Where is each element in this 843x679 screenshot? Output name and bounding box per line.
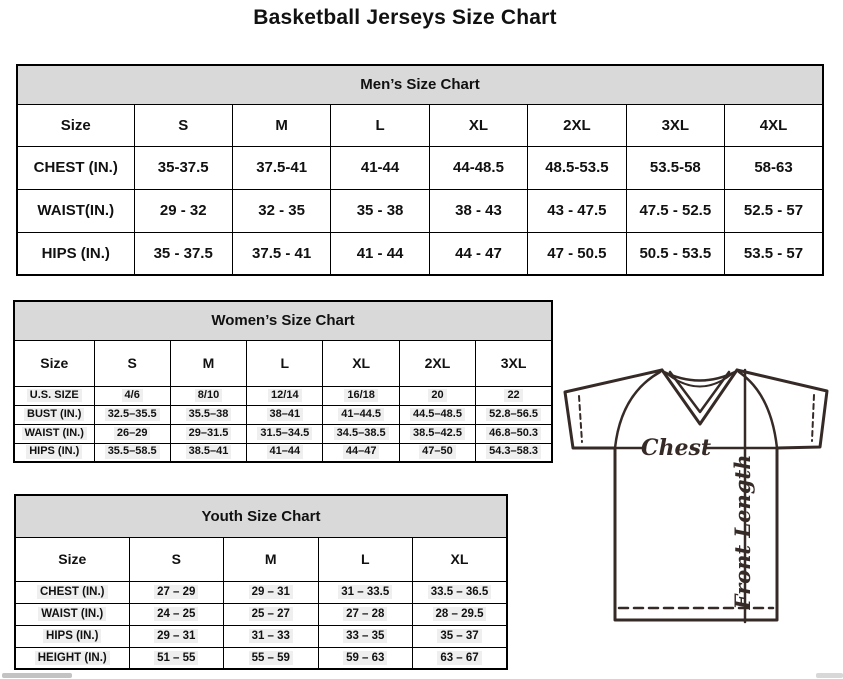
column-header: S [129,537,224,581]
column-header: 4XL [725,104,823,146]
youth-size-table [14,494,508,670]
size-value-cell: 53.5 - 57 [725,232,823,275]
size-value-cell: 41–44.5 [323,405,399,424]
row-label: WAIST (IN.) [14,424,94,443]
mens-chest-row [17,146,823,189]
size-value-cell: 35.5–38 [170,405,246,424]
size-value-cell: 25 – 27 [224,603,319,625]
size-value-cell: 31.5–34.5 [247,424,323,443]
size-value-cell: 44.5–48.5 [399,405,475,424]
column-header: 3XL [476,340,552,386]
size-value-cell: 12/14 [247,386,323,405]
mens-hips-row [17,232,823,275]
size-value-cell: 33 – 35 [318,625,413,647]
size-value-cell: 47.5 - 52.5 [626,189,724,232]
size-value-cell: 38.5–41 [170,443,246,462]
size-value-cell: 43 - 47.5 [528,189,626,232]
column-header: L [247,340,323,386]
row-label: HIPS (IN.) [15,625,129,647]
column-header: 2XL [399,340,475,386]
size-value-cell: 44-48.5 [429,146,527,189]
size-header-cell: Size [14,340,94,386]
youth-table-title: Youth Size Chart [15,495,507,537]
row-label: CHEST (IN.) [17,146,134,189]
size-value-cell: 4/6 [94,386,170,405]
jersey-measurement-diagram [558,362,830,628]
page-title: Basketball Jerseys Size Chart [253,6,557,29]
size-value-cell: 35 - 38 [331,189,429,232]
womens-column-header-row [14,340,552,386]
size-value-cell: 37.5 - 41 [232,232,330,275]
size-value-cell: 20 [399,386,475,405]
size-value-cell: 63 – 67 [413,647,508,669]
size-value-cell: 22 [476,386,552,405]
size-value-cell: 32.5–35.5 [94,405,170,424]
column-header: L [331,104,429,146]
womens-hips-row [14,443,552,462]
size-header-cell: Size [17,104,134,146]
size-value-cell: 55 – 59 [224,647,319,669]
horizontal-scrollbar-thumb[interactable] [2,673,72,678]
jersey-left-cuff-stitch [579,396,582,442]
column-header: XL [413,537,508,581]
column-header: M [170,340,246,386]
size-value-cell: 44–47 [323,443,399,462]
size-value-cell: 46.8–50.3 [476,424,552,443]
size-value-cell: 47 - 50.5 [528,232,626,275]
column-header: M [232,104,330,146]
column-header: S [94,340,170,386]
size-value-cell: 35 – 37 [413,625,508,647]
column-header: S [134,104,232,146]
mens-size-table [16,64,824,276]
size-value-cell: 47–50 [399,443,475,462]
size-value-cell: 41 - 44 [331,232,429,275]
size-value-cell: 24 – 25 [129,603,224,625]
youth-chest-row [15,581,507,603]
size-value-cell: 51 – 55 [129,647,224,669]
size-header-cell: Size [15,537,129,581]
size-value-cell: 29 – 31 [224,581,319,603]
size-value-cell: 29 – 31 [129,625,224,647]
size-value-cell: 27 – 29 [129,581,224,603]
size-value-cell: 35-37.5 [134,146,232,189]
size-value-cell: 38 - 43 [429,189,527,232]
size-value-cell: 48.5-53.5 [528,146,626,189]
youth-waist-row [15,603,507,625]
size-value-cell: 35.5–58.5 [94,443,170,462]
size-value-cell: 29–31.5 [170,424,246,443]
size-value-cell: 8/10 [170,386,246,405]
horizontal-scrollbar-fragment[interactable] [816,673,843,678]
size-value-cell: 53.5-58 [626,146,724,189]
size-value-cell: 31 – 33 [224,625,319,647]
size-value-cell: 34.5–38.5 [323,424,399,443]
womens-table-header-row [14,301,552,340]
womens-size-table [13,300,553,463]
mens-table-title: Men’s Size Chart [17,65,823,104]
size-value-cell: 54.3–58.3 [476,443,552,462]
size-value-cell: 58-63 [725,146,823,189]
chest-label: Chest [640,435,712,461]
column-header: XL [429,104,527,146]
size-value-cell: 31 – 33.5 [318,581,413,603]
size-value-cell: 59 – 63 [318,647,413,669]
jersey-right-cuff-stitch [812,395,814,441]
womens-waist-row [14,424,552,443]
womens-us-size-row [14,386,552,405]
size-value-cell: 27 – 28 [318,603,413,625]
size-value-cell: 16/18 [323,386,399,405]
size-value-cell: 52.5 - 57 [725,189,823,232]
size-value-cell: 38–41 [247,405,323,424]
size-value-cell: 28 – 29.5 [413,603,508,625]
row-label: HIPS (IN.) [14,443,94,462]
column-header: 2XL [528,104,626,146]
row-label: HEIGHT (IN.) [15,647,129,669]
column-header: 3XL [626,104,724,146]
front-length-label: Front Length [730,454,755,610]
size-value-cell: 37.5-41 [232,146,330,189]
column-header: XL [323,340,399,386]
mens-table-header-row [17,65,823,104]
mens-column-header-row [17,104,823,146]
mens-waist-row [17,189,823,232]
size-value-cell: 44 - 47 [429,232,527,275]
womens-bust-row [14,405,552,424]
size-value-cell: 38.5–42.5 [399,424,475,443]
column-header: M [224,537,319,581]
size-value-cell: 33.5 – 36.5 [413,581,508,603]
row-label: WAIST (IN.) [15,603,129,625]
womens-table-title: Women’s Size Chart [14,301,552,340]
size-value-cell: 41-44 [331,146,429,189]
size-value-cell: 29 - 32 [134,189,232,232]
row-label: HIPS (IN.) [17,232,134,275]
size-value-cell: 50.5 - 53.5 [626,232,724,275]
youth-table-header-row [15,495,507,537]
size-value-cell: 26–29 [94,424,170,443]
size-value-cell: 41–44 [247,443,323,462]
row-label: WAIST(IN.) [17,189,134,232]
size-value-cell: 52.8–56.5 [476,405,552,424]
jersey-diagram-svg [558,362,830,628]
youth-height-row [15,647,507,669]
size-value-cell: 35 - 37.5 [134,232,232,275]
row-label: CHEST (IN.) [15,581,129,603]
column-header: L [318,537,413,581]
youth-column-header-row [15,537,507,581]
row-label: U.S. SIZE [14,386,94,405]
row-label: BUST (IN.) [14,405,94,424]
youth-hips-row [15,625,507,647]
size-value-cell: 32 - 35 [232,189,330,232]
